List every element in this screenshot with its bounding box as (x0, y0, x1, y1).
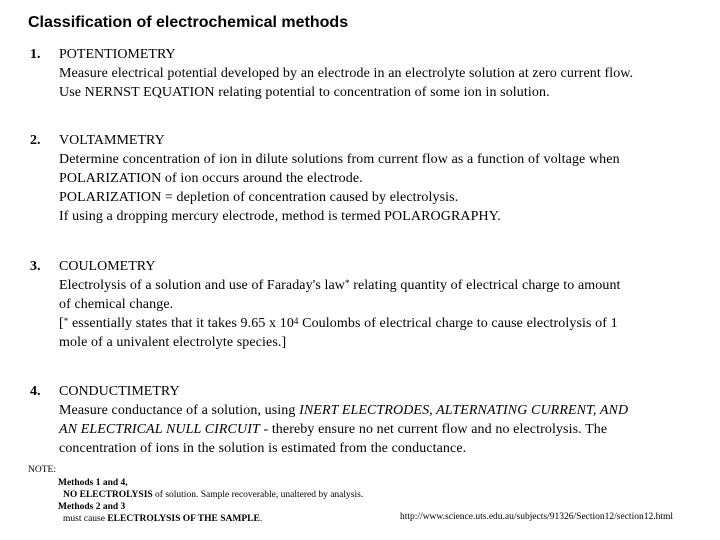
page-title: Classification of electrochemical methods (28, 14, 349, 31)
section-heading: COULOMETRY (59, 259, 156, 274)
body-line: Measure electrical potential developed by an electrode in an electrolyte solution at zero current flow. (59, 66, 634, 81)
section-number: 4. (30, 384, 41, 399)
section-heading: CONDUCTIMETRY (59, 384, 180, 399)
body-line: Electrolysis of a solution and use of Faraday's law* relating quantity of electrical charge to amount (59, 278, 621, 293)
source-url[interactable]: http://www.science.uts.edu.au/subjects/91326/Section12/section12.html (400, 512, 673, 522)
footnote-marker: * (345, 278, 350, 288)
note-label: NOTE: (28, 465, 56, 475)
exponent: 4 (293, 316, 299, 326)
body-line: POLARIZATION = depletion of concentration caused by electrolysis. (59, 190, 459, 205)
body-line: If using a dropping mercury electrode, method is termed POLAROGRAPHY. (59, 209, 501, 224)
section-heading: POTENTIOMETRY (59, 47, 176, 62)
section-body (59, 150, 709, 226)
body-line: AN ELECTRICAL NULL CIRCUIT - thereby ensure no net current flow and no electrolysis. The (59, 422, 608, 437)
section-heading: VOLTAMMETRY (59, 133, 165, 148)
body-line: Use NERNST EQUATION relating potential to concentration of some ion in solution. (59, 85, 550, 100)
note-methods-1-4-detail: NO ELECTROLYSIS of solution. Sample recoverable, unaltered by analysis. (63, 490, 364, 500)
section-number: 2. (30, 133, 41, 148)
note-methods-1-4: Methods 1 and 4, (58, 478, 128, 488)
body-line: Measure conductance of a solution, using INERT ELECTRODES, ALTERNATING CURRENT, AND (59, 403, 629, 418)
body-line: of chemical change. (59, 297, 174, 312)
footnote-marker: * (63, 316, 69, 326)
section-body (59, 64, 709, 102)
body-line: concentration of ions in the solution is estimated from the conductance. (59, 441, 467, 456)
body-line: Determine concentration of ion in dilute solutions from current flow as a function of voltage when (59, 152, 620, 167)
body-line: [* essentially states that it takes 9.65 x $10^4$ Coulombs of electrical charge to cause electrolysis of 1 (59, 316, 618, 331)
section-body (59, 276, 709, 352)
section-number: 1. (30, 47, 41, 62)
body-line: POLARIZATION of ion occurs around the electrode. (59, 171, 363, 186)
body-line: mole of a univalent electrolyte species.] (59, 335, 287, 350)
section-number: 3. (30, 259, 41, 274)
section-body (59, 401, 709, 458)
note-methods-2-3: Methods 2 and 3 (58, 502, 126, 512)
note-methods-2-3-detail: must cause ELECTROLYSIS OF THE SAMPLE. (63, 514, 263, 524)
